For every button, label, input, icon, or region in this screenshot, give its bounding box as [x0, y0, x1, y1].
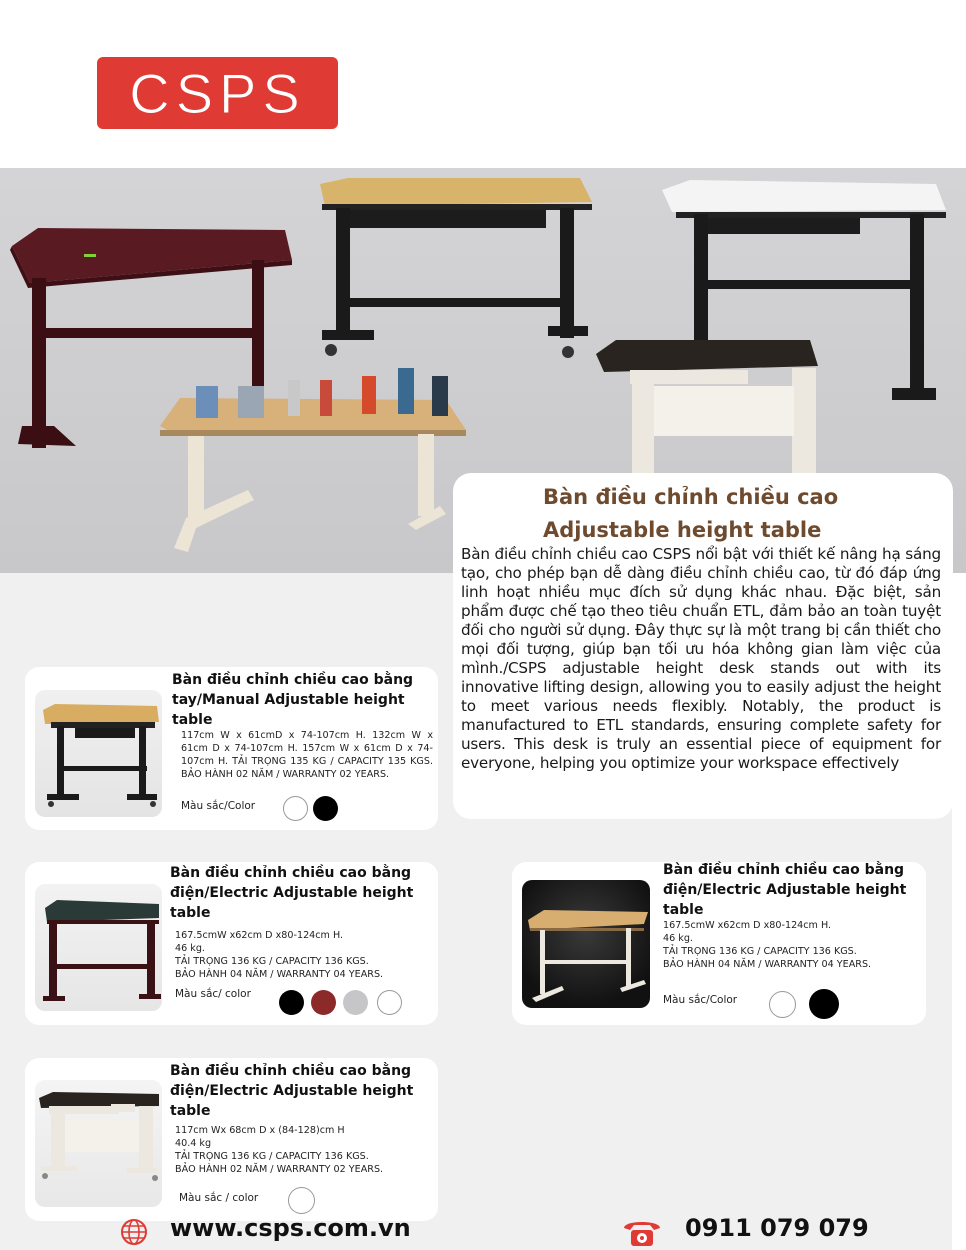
swatch-burgundy[interactable]	[311, 990, 336, 1015]
product-title: Bàn điều chỉnh chiều cao bằng điện/Electric Adjustable height table	[170, 1063, 414, 1119]
swatch-white[interactable]	[283, 796, 308, 821]
intro-title: Bàn điều chỉnh chiều cao Adjustable height table	[543, 485, 839, 542]
product-specs: 167.5cmW x62cm D x80-124cm H. 46 kg. TẢI TRỌNG 136 KG / CAPACITY 136 KGS. BẢO HÀNH 04 NĂM / WARRANTY 04 YEARS.	[175, 930, 384, 980]
swatch-black[interactable]	[313, 796, 338, 821]
product-photo	[522, 880, 650, 1008]
product-card-electric-2	[512, 862, 926, 1025]
intro-description: Bàn điều chỉnh chiều cao CSPS nổi bật với thiết kế nâng hạ sáng tạo, cho phép bạn dễ dàng điều chỉnh chiều cao, từ đó đáp ứng linh hoạt nhiều mục đích sử dụng khác nhau. Đặc biệt, sản phẩm được chế tạo theo tiêu chuẩn ETL, đảm bảo an toàn tuyệt đối cho người sử dụng. Đây thực sự là một trang bị cần thiết cho mọi đối tượng, giúp bạn tối ưu hóa không gian làm việc của mình./CSPS adjustable height desk stands out with its innovative lifting design, allowing you to easily adjust the height to meet various needs flexibly. Notably, the product is manufactured to ETL standards, ensuring complete safety for users. This desk is truly an essential piece of equipment for everyone, helping you optimize your workspace effectively	[461, 545, 941, 772]
logo-text: CSPS	[129, 61, 306, 125]
product-specs: 167.5cmW x62cm D x80-124cm H. 46 kg. TẢI TRỌNG 136 KG / CAPACITY 136 KGS. BẢO HÀNH 04 NĂM / WARRANTY 04 YEARS.	[663, 920, 872, 970]
phone-number[interactable]: 0911 079 079	[685, 1214, 869, 1242]
telephone-icon	[620, 1214, 664, 1248]
swatch-white[interactable]	[288, 1187, 315, 1214]
product-photo	[35, 884, 162, 1011]
globe-icon	[120, 1218, 148, 1246]
product-card-manual	[25, 667, 438, 830]
swatch-black[interactable]	[279, 990, 304, 1015]
product-title: Bàn điều chỉnh chiều cao bằng tay/Manual Adjustable height table	[172, 672, 414, 728]
product-photo	[35, 690, 162, 817]
swatch-white[interactable]	[769, 991, 796, 1018]
color-label: Màu sắc / color	[179, 1192, 259, 1204]
product-specs: 117cm Wx 68cm D x (84-128)cm H 40.4 kg TẢI TRỌNG 136 KG / CAPACITY 136 KGS. BẢO HÀNH 02 NĂM / WARRANTY 02 YEARS.	[175, 1125, 384, 1175]
intro-card	[453, 473, 953, 819]
product-card-electric-1	[25, 862, 438, 1025]
swatch-black[interactable]	[809, 989, 839, 1019]
product-specs: 117cm W x 61cmD x 74-107cm H. 132cm W x 61cm D x 74-107cm H. 157cm W x 61cm D x 74-107cm H. TẢI TRỌNG 135 KG / CAPACITY 135 KGS. BẢO HÀNH 02 NĂM / WARRANTY 02 YEARS.	[181, 730, 433, 780]
swatch-white[interactable]	[377, 990, 402, 1015]
website-link[interactable]: www.csps.com.vn	[170, 1214, 411, 1242]
color-label: Màu sắc/Color	[181, 800, 256, 812]
product-title: Bàn điều chỉnh chiều cao bằng điện/Electric Adjustable height table	[663, 862, 907, 918]
color-label: Màu sắc/Color	[663, 994, 738, 1006]
product-photo	[35, 1080, 162, 1207]
swatch-silver[interactable]	[343, 990, 368, 1015]
color-label: Màu sắc/ color	[175, 988, 251, 1000]
product-card-electric-3	[25, 1058, 438, 1221]
csps-logo	[97, 57, 338, 129]
product-title: Bàn điều chỉnh chiều cao bằng điện/Electric Adjustable height table	[170, 865, 414, 921]
